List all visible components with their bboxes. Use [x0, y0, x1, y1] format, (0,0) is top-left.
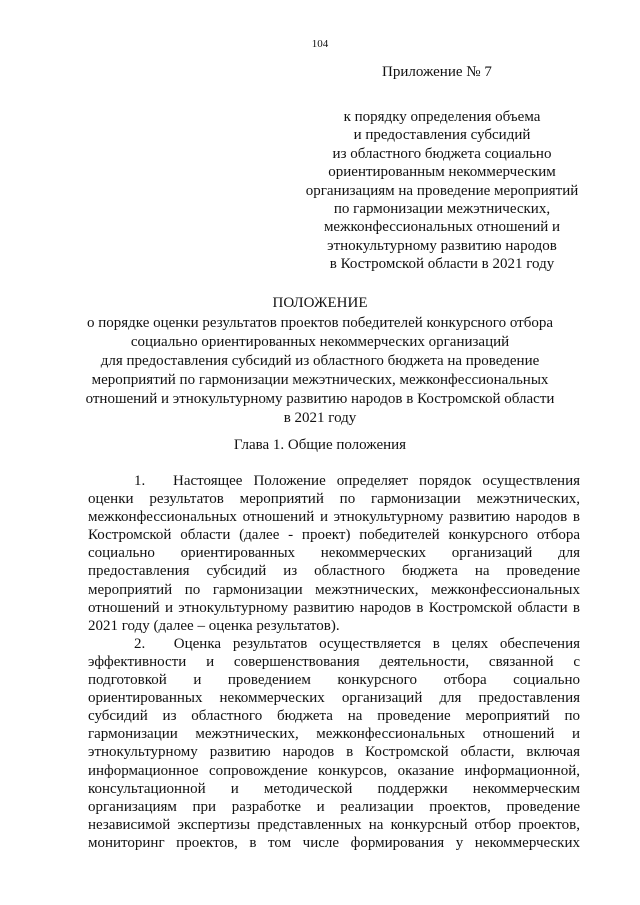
document-title: ПОЛОЖЕНИЕ [272, 295, 368, 311]
line-text: Настоящее Положение определяет порядок осуществления [172, 473, 580, 489]
paragraph-line: мониторинг проектов, в том числе формирования у некоммерческих [88, 834, 580, 851]
paragraph-line: эффективности и совершенствования деятельности, связанной с [88, 653, 580, 670]
paragraph-line: социально ориентированных некоммерческих организаций для [88, 545, 580, 562]
subtitle-line: для предоставления субсидий из областного бюджета на проведение [100, 353, 540, 369]
annex-line: межконфессиональных отношений и [323, 219, 561, 236]
annex-line: из областного бюджета социально [332, 145, 552, 162]
paragraph-number: 2. [134, 635, 146, 652]
paragraph-line: информационное сопровождение конкурсов, оказание информационной, [88, 762, 580, 779]
annex-line: организациям на проведение мероприятий [305, 182, 579, 199]
body-text [88, 472, 580, 852]
paragraph-line: 2021 году (далее – оценка результатов). [88, 617, 340, 634]
subtitle-line: в 2021 году [283, 410, 357, 426]
line-text: Оценка результатов осуществляется в целях обеспечения [173, 635, 580, 652]
subtitle-line: социально ориентированных некоммерческих организаций [130, 334, 510, 350]
page-number: 104 [311, 38, 329, 50]
paragraph-line: оценки результатов мероприятий по гармонизации межэтнических, [88, 491, 580, 508]
paragraph-line: этнокультурному развитию народов в Костромской области, включая [88, 744, 580, 761]
paragraph-line: ориентированных некоммерческих организаций для предоставления [88, 690, 580, 707]
chapter-heading: Глава 1. Общие положения [233, 437, 407, 453]
subtitle-line: о порядке оценки результатов проектов победителей конкурсного отбора [86, 315, 553, 331]
paragraph-line: отношений и этнокультурному развитию народов в Костромской области в [88, 599, 580, 616]
paragraph-line: предоставления субсидий из областного бюджета на проведение [88, 563, 580, 580]
annex-line: по гармонизации межэтнических, [333, 201, 551, 218]
annex-line: и предоставления субсидий [353, 127, 531, 144]
paragraph-line: гармонизации межэтнических, межконфессиональных отношений и [88, 726, 580, 743]
subtitle-line: отношений и этнокультурному развитию народов в Костромской области [85, 391, 555, 407]
paragraph-line: межконфессиональных отношений и этнокультурному развитию народов в [88, 509, 580, 526]
annex-line: этнокультурному развитию народов [327, 237, 557, 254]
appendix-label: Приложение № 7 [382, 64, 492, 80]
paragraph-line: подготовкой и проведением конкурсного отбора социально [88, 672, 580, 689]
document-subtitle [70, 314, 570, 428]
annex-note [292, 108, 592, 274]
paragraph-line: независимой экспертизы представленных на конкурсный отбор проектов, [88, 816, 580, 833]
paragraph-line [88, 635, 580, 653]
paragraph-line: мероприятий по гармонизации межэтнических, межконфессиональных [88, 581, 580, 598]
paragraph-2 [88, 635, 580, 852]
paragraph-line: субсидий из областного бюджета на проведение мероприятий по [88, 708, 580, 725]
annex-line: в Костромской области в 2021 году [329, 256, 555, 273]
paragraph-line: консультационной и методической поддержки некоммерческим [88, 780, 580, 797]
subtitle-line: мероприятий по гармонизации межэтнических, межконфессиональных [91, 372, 549, 388]
paragraph-line: организациям при разработке и реализации проектов, проведение [88, 798, 580, 815]
annex-line: к порядку определения объема [343, 109, 541, 125]
paragraph-1 [88, 472, 580, 635]
paragraph-line: Костромской области (далее - проект) победителей конкурсного отбора [88, 527, 580, 544]
annex-line: ориентированным некоммерческим [328, 164, 556, 181]
paragraph-number: 1. [134, 473, 146, 489]
paragraph-line [88, 472, 580, 490]
